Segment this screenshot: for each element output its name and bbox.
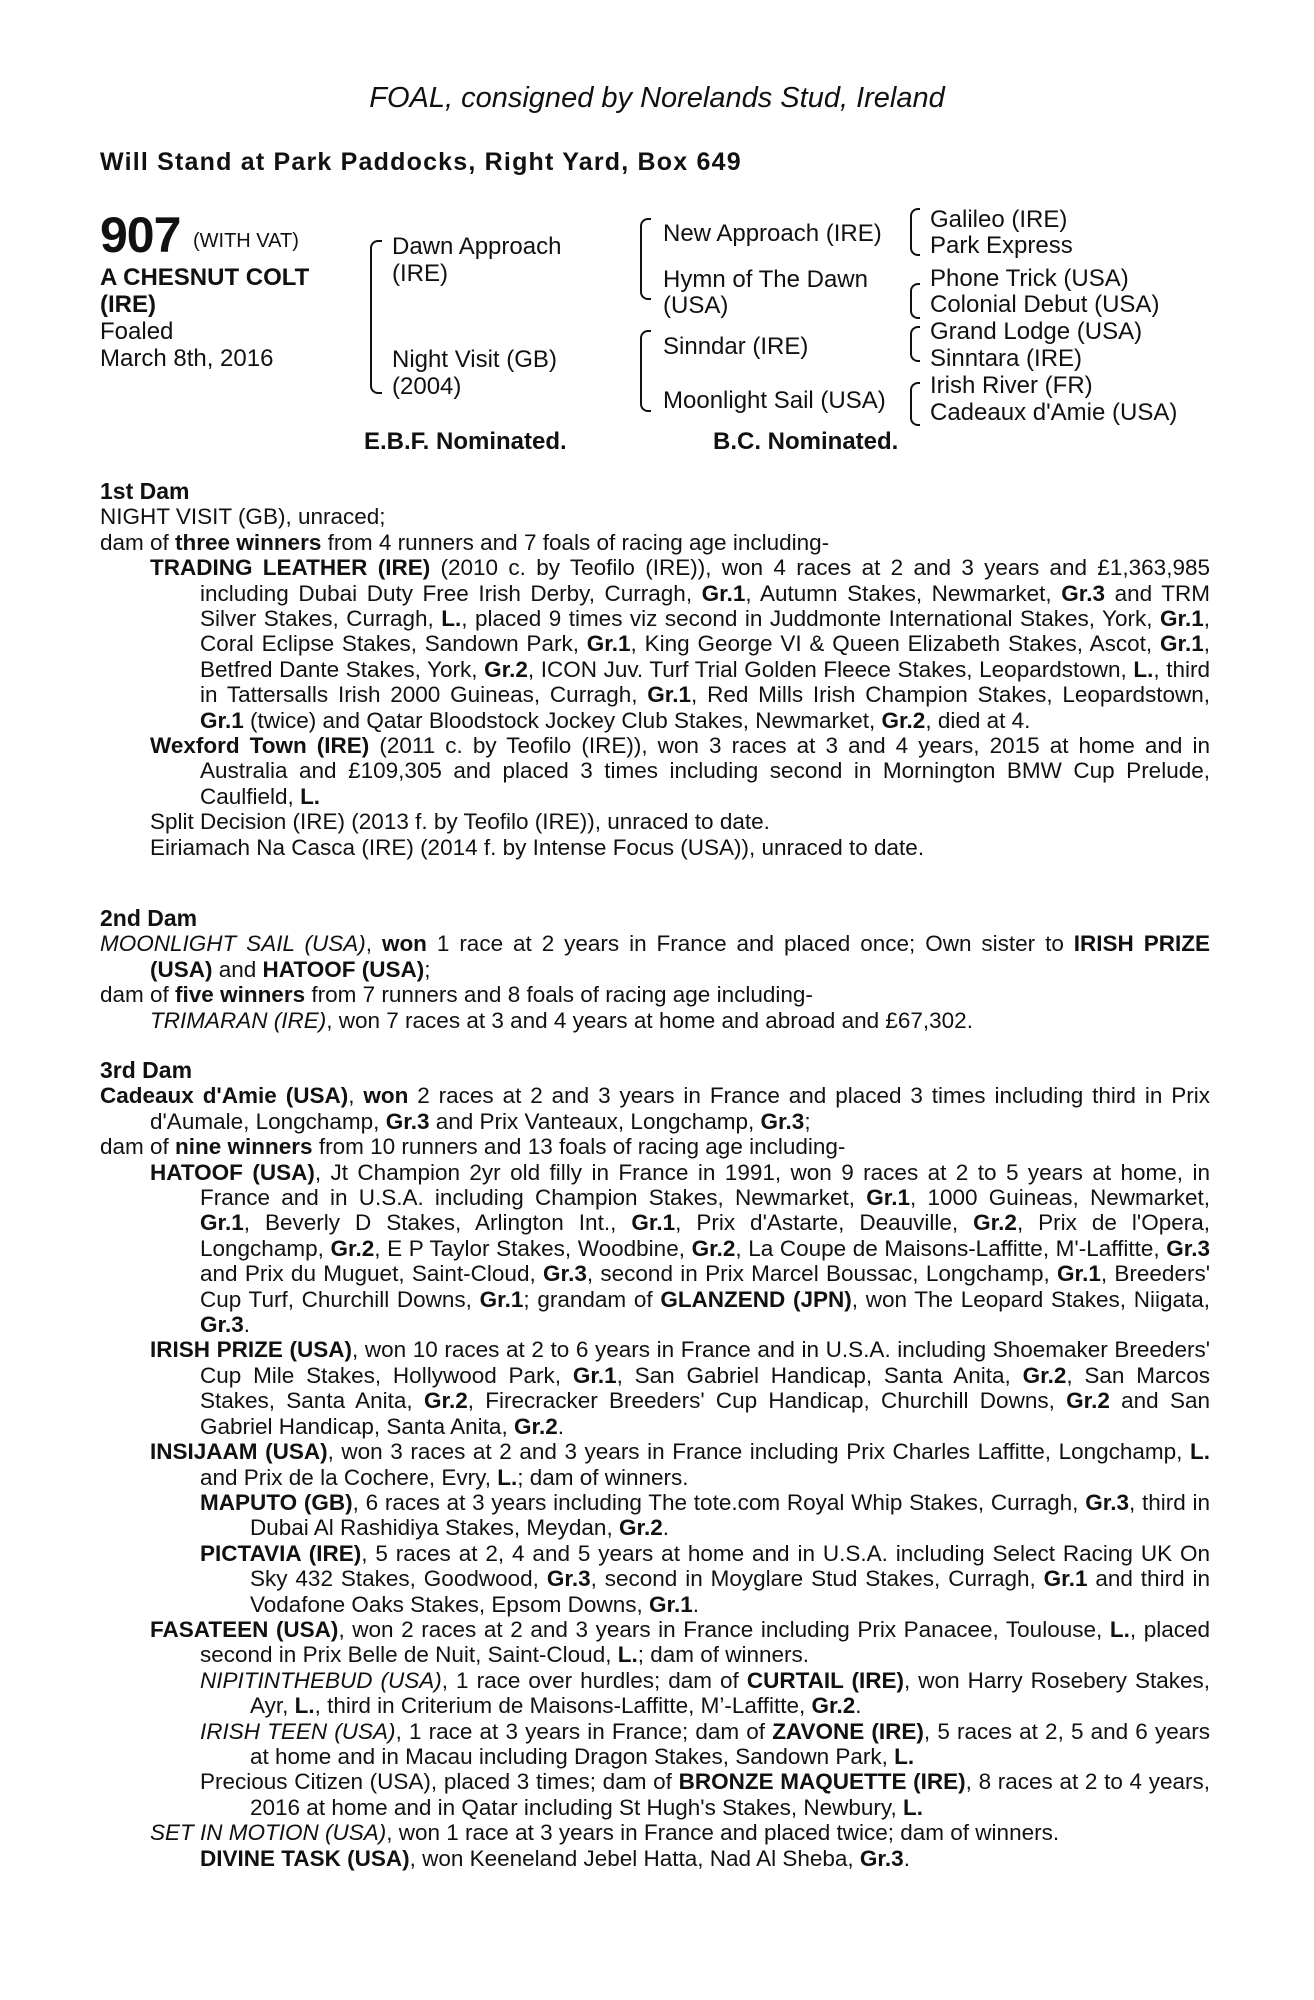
dam-line: MOONLIGHT SAIL (USA), won 1 race at 2 years in France and placed once; Own sister to IRISH PRIZE (USA) and HATOOF (USA); <box>100 931 1210 982</box>
stand-location: Will Stand at Park Paddocks, Right Yard, Box 649 <box>100 148 742 176</box>
pedigree-bracket <box>640 330 651 412</box>
produce-entry: IRISH TEEN (USA), 1 race at 3 years in France; dam of ZAVONE (IRE), 5 races at 2, 5 and 6 years at home and in Macau including Dragon Stakes, Sandown Park, L. <box>200 1718 1210 1769</box>
dam-line: Cadeaux d'Amie (USA), won 2 races at 2 and 3 years in France and placed 3 times including third in Prix d'Aumale, Longchamp, Gr.3 and Prix Vanteaux, Longchamp, Gr.3; <box>100 1083 1210 1134</box>
produce-entry: Split Decision (IRE) (2013 f. by Teofilo (IRE)), unraced to date. <box>150 809 770 835</box>
lot-description-origin: (IRE) <box>100 291 156 318</box>
ddd-name: Cadeaux d'Amie (USA) <box>930 399 1178 426</box>
pedigree-bracket <box>910 326 920 362</box>
produce-entry: DIVINE TASK (USA), won Keeneland Jebel Hatta, Nad Al Sheba, Gr.3. <box>200 1845 910 1871</box>
lot-description: A CHESNUT COLT <box>100 264 310 291</box>
dam-produce-line: dam of nine winners from 10 runners and 13 foals of racing age including- <box>100 1134 846 1160</box>
section-heading: 1st Dam <box>100 478 190 504</box>
sire-origin: (IRE) <box>392 260 448 287</box>
produce-entry: PICTAVIA (IRE), 5 races at 2, 4 and 5 years at home and in U.S.A. including Select Racing UK On Sky 432 Stakes, Goodwood, Gr.3, second in Moyglare Stud Stakes, Curragh, Gr.1 and third in Vodafone Oaks Stakes, Epsom Downs, Gr.1. <box>200 1540 1211 1617</box>
foaled-label: Foaled <box>100 318 174 345</box>
pedigree-bracket <box>370 240 382 394</box>
produce-entry: Eiriamach Na Casca (IRE) (2014 f. by Intense Focus (USA)), unraced to date. <box>150 834 925 860</box>
foaled-date: March 8th, 2016 <box>100 345 274 372</box>
third-dam-section <box>100 1058 1210 1871</box>
ssd-name: Park Express <box>930 232 1073 259</box>
produce-entry: IRISH PRIZE (USA), won 10 races at 2 to 6 years in France and in U.S.A. including Shoemaker Breeders' Cup Mile Stakes, Hollywood Park, Gr.1, San Gabriel Handicap, Santa Anita, Gr.2, San Marcos Stakes, Santa Anita, Gr.2, Firecracker Breeders' Cup Handicap, Churchill Downs, Gr.2 and San Gabriel Handicap, Santa Anita, Gr.2. <box>150 1337 1211 1439</box>
dsd-name: Sinntara (IRE) <box>930 345 1083 372</box>
section-heading: 2nd Dam <box>100 905 198 931</box>
dam-dam: Moonlight Sail (USA) <box>663 387 886 414</box>
sdd-name: Colonial Debut (USA) <box>930 291 1160 318</box>
produce-entry: MAPUTO (GB), 6 races at 3 years including The tote.com Royal Whip Stakes, Curragh, Gr.3, third in Dubai Al Rashidiya Stakes, Meydan, Gr.2. <box>200 1489 1210 1541</box>
dam-year: (2004) <box>392 373 462 400</box>
produce-entry: FASATEEN (USA), won 2 races at 2 and 3 years in France including Prix Panacee, Toulouse, L., placed second in Prix Belle de Nuit, Saint-Cloud, L.; dam of winners. <box>150 1616 1210 1668</box>
pedigree-bracket <box>640 218 651 300</box>
sire-dam: Hymn of The Dawn <box>663 266 868 293</box>
dam-sire: Sinndar (IRE) <box>663 333 809 360</box>
sire-sire: New Approach (IRE) <box>663 220 882 247</box>
dam-produce-line: dam of five winners from 7 runners and 8 foals of racing age including- <box>100 982 813 1008</box>
pedigree-bracket <box>910 382 920 426</box>
dam-line: NIGHT VISIT (GB), unraced; <box>100 504 386 530</box>
produce-entry: INSIJAAM (USA), won 3 races at 2 and 3 years in France including Prix Charles Laffitte, Longchamp, L. and Prix de la Cochere, Evry, L.; dam of winners. <box>150 1439 1210 1490</box>
produce-entry: Precious Citizen (USA), placed 3 times; dam of BRONZE MAQUETTE (IRE), 8 races at 2 to 4 years, 2016 at home and in Qatar including St Hugh's Stakes, Newbury, L. <box>200 1769 1211 1820</box>
dss-name: Grand Lodge (USA) <box>930 318 1143 345</box>
sds-name: Phone Trick (USA) <box>930 265 1129 292</box>
sss-name: Galileo (IRE) <box>930 206 1068 233</box>
pedigree-bracket <box>910 283 920 319</box>
lot-number: 907 <box>100 207 181 263</box>
page-title: FOAL, consigned by Norelands Stud, Ireland <box>369 82 945 114</box>
produce-entry: TRADING LEATHER (IRE) (2010 c. by Teofilo (IRE)), won 4 races at 2 and 3 years and £1,363,985 including Dubai Duty Free Irish Derby, Curragh, Gr.1, Autumn Stakes, Newmarket, Gr.3 and TRM Silver Stakes, Curragh, L., placed 9 times viz second in Juddmonte International Stakes, York, Gr.1, Coral Eclipse Stakes, Sandown Park, Gr.1, King George VI & Queen Elizabeth Stakes, Ascot, Gr.1, Betfred Dante Stakes, York, Gr.2, ICON Juv. Turf Trial Golden Fleece Stakes, Leopardstown, L., third in Tattersalls Irish 2000 Guineas, Curragh, Gr.1, Red Mills Irish Champion Stakes, Leopardstown, Gr.1 (twice) and Qatar Bloodstock Jockey Club Stakes, Newmarket, Gr.2, died at 4. <box>150 555 1211 733</box>
first-dam-section <box>100 479 1210 860</box>
produce-entry: TRIMARAN (IRE), won 7 races at 3 and 4 years at home and abroad and £67,302. <box>150 1007 973 1033</box>
dam-produce-line: dam of three winners from 4 runners and 7 foals of racing age including- <box>100 529 830 555</box>
sire-name: Dawn Approach <box>392 233 562 260</box>
second-dam-section <box>100 906 1210 1033</box>
section-heading: 3rd Dam <box>100 1057 193 1083</box>
vat-label: (WITH VAT) <box>193 230 299 252</box>
ebf-nominated: E.B.F. Nominated. <box>364 428 567 455</box>
produce-entry: Wexford Town (IRE) (2011 c. by Teofilo (IRE)), won 3 races at 3 and 4 years, 2015 at home and in Australia and £109,305 and placed 3 times including second in Mornington BMW Cup Prelude, Caulfield, L. <box>150 733 1210 809</box>
sire-dam-origin: (USA) <box>663 292 729 319</box>
bc-nominated: B.C. Nominated. <box>713 428 899 455</box>
dam-name: Night Visit (GB) <box>392 346 557 373</box>
produce-entry: SET IN MOTION (USA), won 1 race at 3 years in France and placed twice; dam of winners. <box>150 1820 1060 1846</box>
produce-entry: NIPITINTHEBUD (USA), 1 race over hurdles; dam of CURTAIL (IRE), won Harry Rosebery Stakes, Ayr, L., third in Criterium de Maisons-Laffitte, M’-Laffitte, Gr.2. <box>200 1667 1210 1719</box>
dds-name: Irish River (FR) <box>930 372 1093 399</box>
produce-entry: HATOOF (USA), Jt Champion 2yr old filly in France in 1991, won 9 races at 2 to 5 years at home, in France and in U.S.A. including Champion Stakes, Newmarket, Gr.1, 1000 Guineas, Newmarket, Gr.1, Beverly D Stakes, Arlington Int., Gr.1, Prix d'Astarte, Deauville, Gr.2, Prix de l'Opera, Longchamp, Gr.2, E P Taylor Stakes, Woodbine, Gr.2, La Coupe de Maisons-Laffitte, M'-Laffitte, Gr.3 and Prix du Muguet, Saint-Cloud, Gr.3, second in Prix Marcel Boussac, Longchamp, Gr.1, Breeders' Cup Turf, Churchill Downs, Gr.1; grandam of GLANZEND (JPN), won The Leopard Stakes, Niigata, Gr.3. <box>150 1159 1211 1338</box>
pedigree-bracket <box>910 208 920 256</box>
